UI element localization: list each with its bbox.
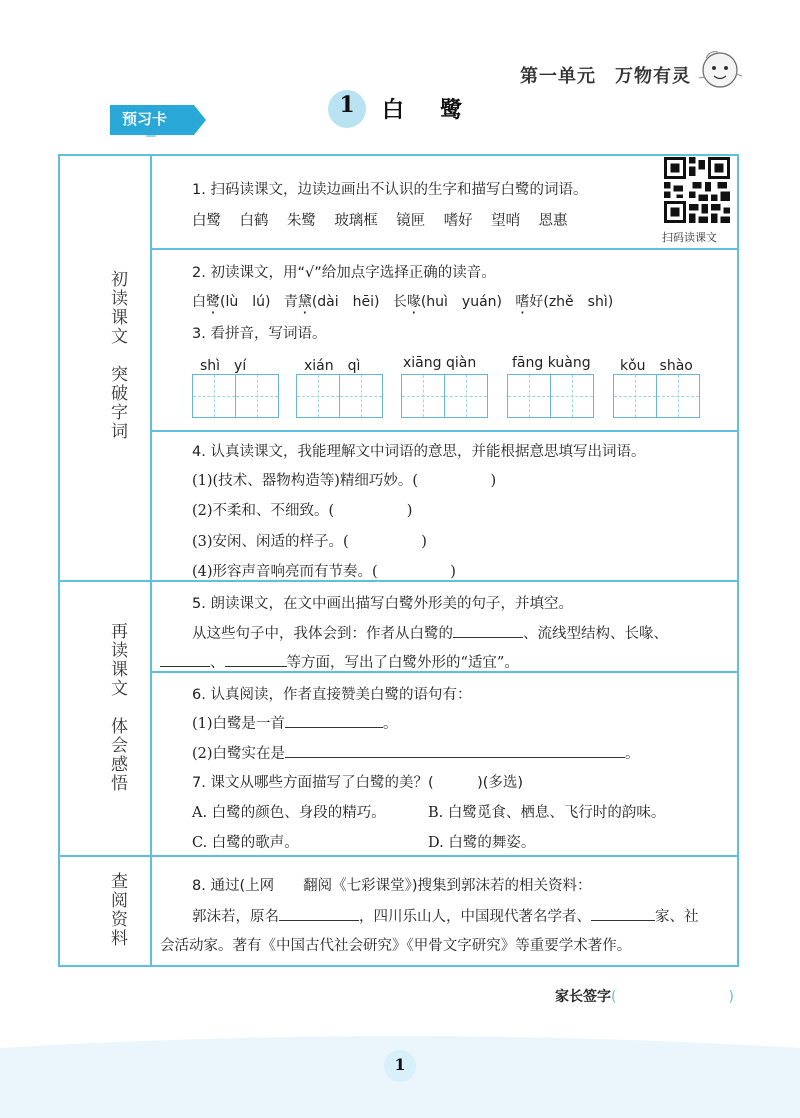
page-number: 1 [394, 1055, 406, 1074]
pinyin-label: xián qì [304, 358, 361, 374]
word: 朱鹭 [286, 213, 316, 229]
word: 恩惠 [538, 213, 568, 229]
q5-prompt: 5. 朗读课文，在文中画出描写白鹭外形美的句子，并填空。 [192, 596, 573, 612]
q8-line1: 郭沫若，原名 ，四川乐山人，中国现代著名学者、 家、社 [192, 905, 699, 926]
word: 嗜好 [443, 213, 473, 229]
lesson-number: 1 [339, 92, 355, 118]
tag-label: 预习卡 [122, 110, 168, 128]
q5-line2: 、 等方面，写出了白鹭外形的“适宜”。 [160, 651, 519, 672]
fill-blank[interactable] [285, 713, 383, 728]
q7-option-a[interactable]: A. 白鹭的颜色、身段的精巧。 [192, 805, 386, 821]
q4-prompt: 4. 认真读课文，我能理解文中词语的意思，并能根据意思填写出词语。 [192, 444, 646, 460]
fill-blank[interactable] [160, 652, 210, 667]
writing-grid[interactable] [507, 374, 594, 418]
q2-item: 青黛(dài hēi) [283, 294, 380, 310]
q2-item: 白鹭(lù lú) [192, 294, 271, 310]
section-divider [58, 855, 739, 857]
q4-item: (2)不柔和、不细致。( ) [192, 503, 413, 519]
writing-grid[interactable] [401, 374, 488, 418]
q3-prompt: 3. 看拼音，写词语。 [192, 326, 327, 342]
q1-words [192, 209, 568, 230]
pinyin-label: xiāng qiàn [403, 355, 477, 371]
pinyin-label: kǒu shào [620, 358, 693, 374]
q6-item1: (1)白鹭是一首 。 [192, 712, 398, 733]
column-divider [150, 154, 152, 967]
parent-signature[interactable]: 家长签字( ) [555, 989, 734, 1005]
q2-item: 嗜好(zhě shì) [515, 294, 614, 310]
q5-line1: 从这些句子中，我体会到：作者从白鹭的 、流线型结构、长喙、 [192, 622, 668, 643]
row-divider [150, 248, 739, 250]
cartoon-character-icon [696, 44, 744, 96]
lesson-title: 白鹭 [382, 97, 499, 123]
q2-items [192, 291, 613, 311]
q4-item: (1)(技术、器物构造等)精细巧妙。( ) [192, 473, 497, 489]
qr-code-icon[interactable] [664, 157, 730, 223]
writing-grid[interactable] [296, 374, 383, 418]
q8-line2: 会活动家。著有《中国古代社会研究》《甲骨文字研究》等重要学术著作。 [160, 938, 632, 954]
fill-blank[interactable] [225, 652, 287, 667]
pinyin-label: fāng kuàng [512, 355, 591, 371]
word: 望哨 [491, 213, 521, 229]
word: 白鹭 [192, 213, 221, 229]
word: 镜匣 [396, 213, 426, 229]
q6-prompt: 6. 认真阅读，作者直接赞美白鹭的语句有： [192, 687, 472, 703]
qr-label: 扫码读课文 [662, 231, 717, 244]
writing-grid[interactable] [192, 374, 279, 418]
fill-blank[interactable] [591, 906, 655, 921]
fill-blank[interactable] [453, 623, 523, 638]
q7-prompt: 7. 课文从哪些方面描写了白鹭的美？( )(多选) [192, 775, 524, 791]
q2-item: 长喙(huì yuán) [392, 294, 502, 310]
pinyin-label: shì yí [200, 358, 247, 374]
section-label-research: 查阅资料 [107, 872, 127, 948]
row-divider [150, 430, 739, 432]
fill-blank[interactable] [285, 743, 625, 758]
word: 白鹤 [239, 213, 269, 229]
fill-blank[interactable] [279, 906, 359, 921]
q4-item: (4)形容声音响亮而有节奏。( ) [192, 564, 456, 580]
section-label-feel: 再读课文 体会感悟 [107, 622, 127, 793]
writing-grid[interactable] [613, 374, 700, 418]
q7-option-b[interactable]: B. 白鹭觅食、栖息、飞行时的韵味。 [428, 805, 666, 821]
q1-prompt: 1. 扫码读课文，边读边画出不认识的生字和描写白鹭的词语。 [192, 182, 588, 198]
section-label-read-words: 初读课文 突破字词 [107, 270, 127, 441]
word: 玻璃框 [334, 213, 378, 229]
q2-prompt: 2. 初读课文，用“√”给加点字选择正确的读音。 [192, 265, 496, 281]
unit-title: 第一单元 万物有灵 [520, 66, 691, 87]
q6-item2: (2)白鹭实在是 。 [192, 742, 640, 763]
q8-prompt: 8. 通过(上网 翻阅《七彩课堂》)搜集到郭沫若的相关资料： [192, 878, 592, 894]
q7-option-d[interactable]: D. 白鹭的舞姿。 [428, 835, 536, 851]
q7-option-c[interactable]: C. 白鹭的歌声。 [192, 835, 299, 851]
q4-item: (3)安闲、闲适的样子。( ) [192, 534, 427, 550]
